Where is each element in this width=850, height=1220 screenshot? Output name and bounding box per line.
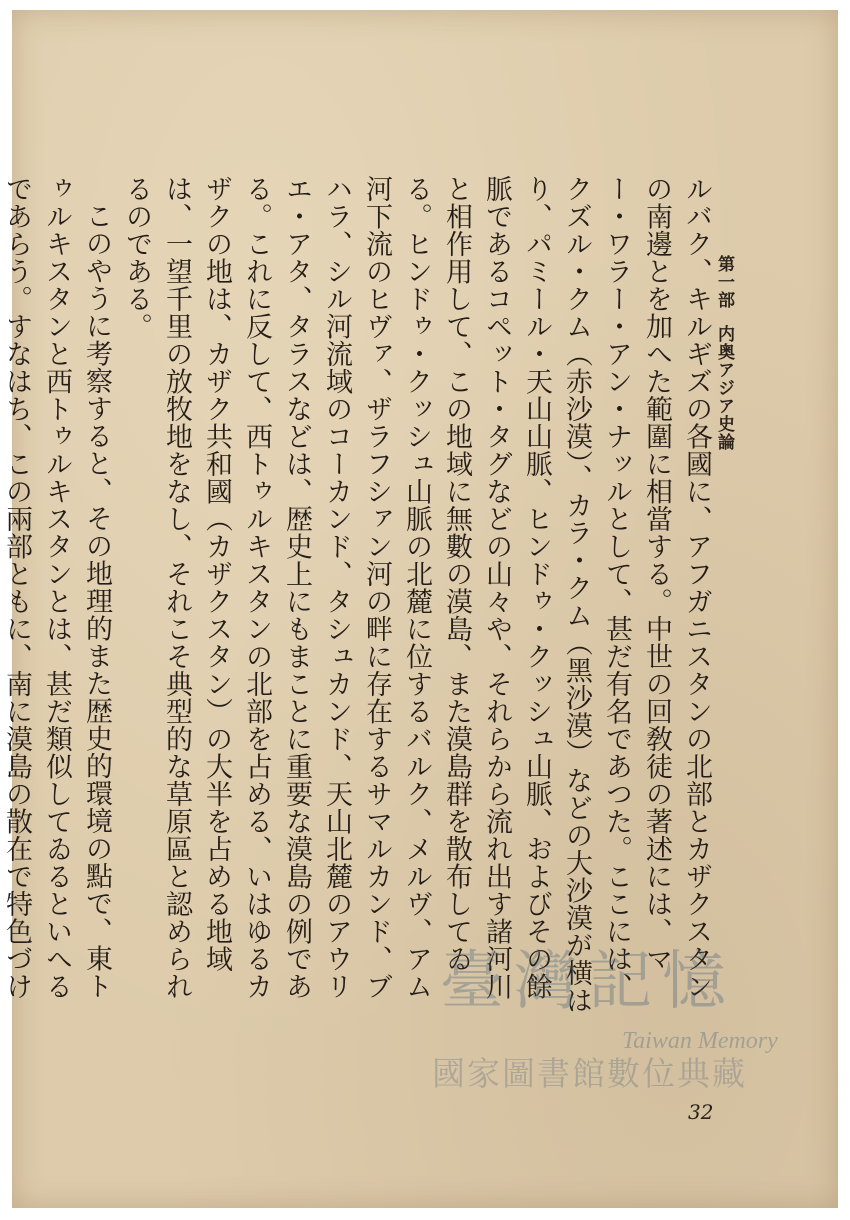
header-part: 第一部 (714, 255, 734, 309)
book-page (1, 10, 838, 1208)
paragraph-2: このやうに考察すると、その地理的また歴史的環境の點で、東トゥルキスタンと西トゥルキスタンとは、甚だ類似してゐるといへるであらう。すなはち、この兩部ともに、南に漠島の散在で特色づけ (1, 175, 112, 1000)
watermark-logo: 臺灣記憶 (440, 945, 736, 1019)
vertical-body-text (0, 175, 716, 1025)
watermark-latin: Taiwan Memory (622, 1028, 778, 1054)
page-number: 32 (688, 1100, 714, 1124)
paragraph-1: ルバク、キルギズの各國に、アフガニスタンの北部とカザクスタンの南邊とを加へた範圍に相當する。中世の回敎徒の著述には、マー・ワラー・アン・ナッルとして、甚だ有名であつた。ここには、クズル・クム（赤沙漠）、カラ・クム（黑沙漠）などの大沙漠が横はり、パミール・天山山脈、ヒンドゥ・クッシュ山脈、およびその餘脈であるコペット・タグなどの山々や、それらから流れ出す諸河川と相作用して、この地域に無數の漠島、また漠島群を散布してゐる。ヒンドゥ・クッシュ山脈の北麓に位するバルク、メルヴ、アム河下流のヒヴァ、ザラフシァン河の畔に存在するサマルカンド、ブハラ、シル河流域のコーカンド、タシュカンド、天山北麓のアウリエ・アタ、タラスなどは、歴史上にもまことに重要な漠島の例である。これに反して、西トゥルキスタンの北部を占める、いはゆるカザクの地は、カザク共和國（カザクスタン）の大半を占める地域は、一望千里の放牧地をなし、それこそ典型的な草原區と認められるのである。 (121, 175, 712, 1014)
watermark-caption: 國家圖書館數位典藏 (432, 1054, 747, 1093)
header-title: 内奥アジア史論 (714, 325, 734, 451)
